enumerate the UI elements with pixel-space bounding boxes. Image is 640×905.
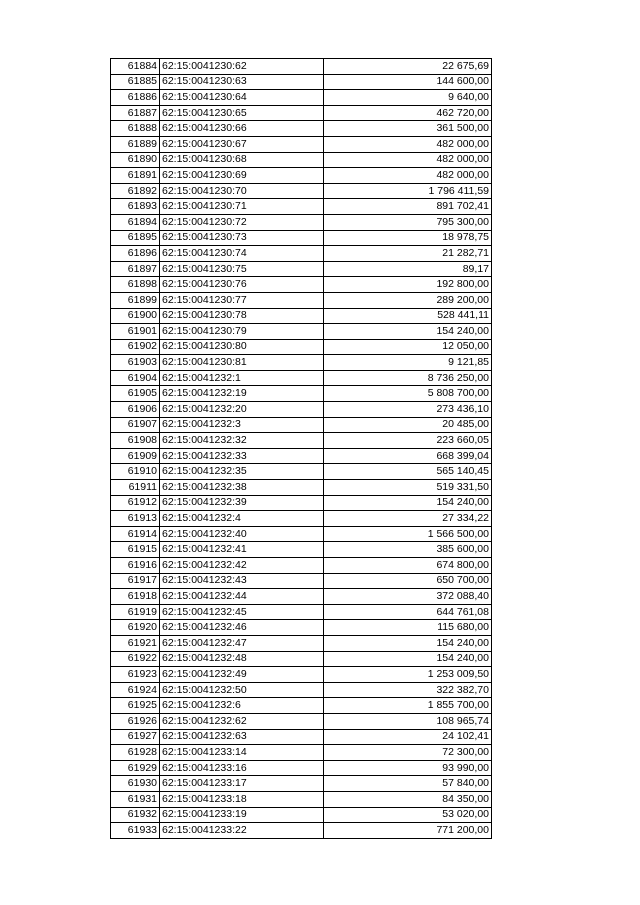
cadastral-value-cell: 361 500,00 <box>324 121 492 137</box>
cadastral-value-cell: 519 331,50 <box>324 480 492 496</box>
row-number-cell: 61886 <box>111 90 160 106</box>
cadastral-number-cell: 62:15:0041232:38 <box>160 480 324 496</box>
cadastral-number-cell: 62:15:0041232:4 <box>160 511 324 527</box>
cadastral-value-table <box>110 58 492 839</box>
table-row <box>111 620 492 636</box>
table-row <box>111 105 492 121</box>
cadastral-number-cell: 62:15:0041230:71 <box>160 199 324 215</box>
cadastral-number-cell: 62:15:0041232:62 <box>160 713 324 729</box>
row-number-cell: 61895 <box>111 230 160 246</box>
row-number-cell: 61920 <box>111 620 160 636</box>
cadastral-number-cell: 62:15:0041232:3 <box>160 417 324 433</box>
table-row <box>111 417 492 433</box>
table-row <box>111 183 492 199</box>
cadastral-value-cell: 89,17 <box>324 261 492 277</box>
cadastral-value-cell: 273 436,10 <box>324 402 492 418</box>
cadastral-number-cell: 62:15:0041230:63 <box>160 74 324 90</box>
row-number-cell: 61887 <box>111 105 160 121</box>
row-number-cell: 61908 <box>111 433 160 449</box>
table-row <box>111 682 492 698</box>
cadastral-value-cell: 154 240,00 <box>324 324 492 340</box>
cadastral-value-cell: 482 000,00 <box>324 168 492 184</box>
cadastral-number-cell: 62:15:0041230:79 <box>160 324 324 340</box>
table-row <box>111 59 492 75</box>
table-row <box>111 589 492 605</box>
cadastral-number-cell: 62:15:0041232:33 <box>160 448 324 464</box>
table-row <box>111 121 492 137</box>
cadastral-value-cell: 482 000,00 <box>324 136 492 152</box>
row-number-cell: 61906 <box>111 402 160 418</box>
row-number-cell: 61925 <box>111 698 160 714</box>
cadastral-value-cell: 72 300,00 <box>324 745 492 761</box>
cadastral-value-cell: 154 240,00 <box>324 651 492 667</box>
cadastral-number-cell: 62:15:0041230:78 <box>160 308 324 324</box>
cadastral-value-cell: 57 840,00 <box>324 776 492 792</box>
table-row <box>111 90 492 106</box>
table-row <box>111 261 492 277</box>
cadastral-value-cell: 668 399,04 <box>324 448 492 464</box>
row-number-cell: 61914 <box>111 526 160 542</box>
cadastral-value-cell: 644 761,08 <box>324 604 492 620</box>
cadastral-value-cell: 12 050,00 <box>324 339 492 355</box>
cadastral-value-cell: 5 808 700,00 <box>324 386 492 402</box>
row-number-cell: 61932 <box>111 807 160 823</box>
cadastral-value-cell: 1 566 500,00 <box>324 526 492 542</box>
table-row <box>111 526 492 542</box>
row-number-cell: 61931 <box>111 791 160 807</box>
table-row <box>111 339 492 355</box>
table-row <box>111 480 492 496</box>
cadastral-value-cell: 18 978,75 <box>324 230 492 246</box>
cadastral-value-cell: 1 855 700,00 <box>324 698 492 714</box>
row-number-cell: 61905 <box>111 386 160 402</box>
cadastral-value-cell: 24 102,41 <box>324 729 492 745</box>
table-row <box>111 277 492 293</box>
cadastral-number-cell: 62:15:0041230:73 <box>160 230 324 246</box>
row-number-cell: 61922 <box>111 651 160 667</box>
table-row <box>111 464 492 480</box>
table-row <box>111 230 492 246</box>
cadastral-number-cell: 62:15:0041232:63 <box>160 729 324 745</box>
cadastral-value-cell: 53 020,00 <box>324 807 492 823</box>
cadastral-value-cell: 192 800,00 <box>324 277 492 293</box>
table-row <box>111 448 492 464</box>
cadastral-number-cell: 62:15:0041232:41 <box>160 542 324 558</box>
table-row <box>111 246 492 262</box>
cadastral-number-cell: 62:15:0041232:43 <box>160 573 324 589</box>
cadastral-number-cell: 62:15:0041230:81 <box>160 355 324 371</box>
cadastral-value-cell: 115 680,00 <box>324 620 492 636</box>
table-row <box>111 791 492 807</box>
row-number-cell: 61929 <box>111 760 160 776</box>
row-number-cell: 61910 <box>111 464 160 480</box>
row-number-cell: 61913 <box>111 511 160 527</box>
cadastral-number-cell: 62:15:0041230:80 <box>160 339 324 355</box>
table-row <box>111 324 492 340</box>
cadastral-value-cell: 144 600,00 <box>324 74 492 90</box>
row-number-cell: 61918 <box>111 589 160 605</box>
cadastral-number-cell: 62:15:0041233:14 <box>160 745 324 761</box>
cadastral-number-cell: 62:15:0041230:67 <box>160 136 324 152</box>
cadastral-value-cell: 795 300,00 <box>324 214 492 230</box>
cadastral-number-cell: 62:15:0041233:19 <box>160 807 324 823</box>
cadastral-value-cell: 1 796 411,59 <box>324 183 492 199</box>
cadastral-number-cell: 62:15:0041232:39 <box>160 495 324 511</box>
cadastral-number-cell: 62:15:0041232:44 <box>160 589 324 605</box>
row-number-cell: 61911 <box>111 480 160 496</box>
cadastral-number-cell: 62:15:0041230:74 <box>160 246 324 262</box>
row-number-cell: 61892 <box>111 183 160 199</box>
table-row <box>111 495 492 511</box>
table-row <box>111 558 492 574</box>
row-number-cell: 61893 <box>111 199 160 215</box>
cadastral-value-cell: 22 675,69 <box>324 59 492 75</box>
cadastral-value-cell: 93 990,00 <box>324 760 492 776</box>
cadastral-value-cell: 482 000,00 <box>324 152 492 168</box>
cadastral-value-cell: 891 702,41 <box>324 199 492 215</box>
cadastral-number-cell: 62:15:0041233:18 <box>160 791 324 807</box>
row-number-cell: 61923 <box>111 667 160 683</box>
row-number-cell: 61933 <box>111 823 160 839</box>
row-number-cell: 61902 <box>111 339 160 355</box>
cadastral-value-cell: 84 350,00 <box>324 791 492 807</box>
table-row <box>111 667 492 683</box>
cadastral-number-cell: 62:15:0041230:72 <box>160 214 324 230</box>
cadastral-number-cell: 62:15:0041230:65 <box>160 105 324 121</box>
table-row <box>111 713 492 729</box>
cadastral-value-cell: 20 485,00 <box>324 417 492 433</box>
cadastral-number-cell: 62:15:0041230:66 <box>160 121 324 137</box>
table-row <box>111 745 492 761</box>
cadastral-number-cell: 62:15:0041230:62 <box>160 59 324 75</box>
table-row <box>111 386 492 402</box>
row-number-cell: 61919 <box>111 604 160 620</box>
cadastral-value-cell: 674 800,00 <box>324 558 492 574</box>
row-number-cell: 61915 <box>111 542 160 558</box>
table-row <box>111 604 492 620</box>
table-row <box>111 199 492 215</box>
table-row <box>111 308 492 324</box>
table-row <box>111 433 492 449</box>
row-number-cell: 61903 <box>111 355 160 371</box>
cadastral-number-cell: 62:15:0041230:64 <box>160 90 324 106</box>
table-row <box>111 355 492 371</box>
table-row <box>111 168 492 184</box>
cadastral-value-cell: 1 253 009,50 <box>324 667 492 683</box>
cadastral-number-cell: 62:15:0041232:50 <box>160 682 324 698</box>
row-number-cell: 61897 <box>111 261 160 277</box>
cadastral-number-cell: 62:15:0041233:16 <box>160 760 324 776</box>
table-body <box>111 59 492 839</box>
cadastral-number-cell: 62:15:0041230:75 <box>160 261 324 277</box>
row-number-cell: 61921 <box>111 635 160 651</box>
row-number-cell: 61894 <box>111 214 160 230</box>
cadastral-number-cell: 62:15:0041232:20 <box>160 402 324 418</box>
row-number-cell: 61924 <box>111 682 160 698</box>
row-number-cell: 61927 <box>111 729 160 745</box>
row-number-cell: 61896 <box>111 246 160 262</box>
cadastral-value-cell: 385 600,00 <box>324 542 492 558</box>
row-number-cell: 61926 <box>111 713 160 729</box>
cadastral-value-cell: 289 200,00 <box>324 292 492 308</box>
cadastral-number-cell: 62:15:0041232:40 <box>160 526 324 542</box>
cadastral-value-cell: 9 121,85 <box>324 355 492 371</box>
row-number-cell: 61898 <box>111 277 160 293</box>
table-row <box>111 74 492 90</box>
row-number-cell: 61891 <box>111 168 160 184</box>
table-row <box>111 760 492 776</box>
row-number-cell: 61885 <box>111 74 160 90</box>
table-row <box>111 370 492 386</box>
row-number-cell: 61916 <box>111 558 160 574</box>
cadastral-number-cell: 62:15:0041232:6 <box>160 698 324 714</box>
row-number-cell: 61904 <box>111 370 160 386</box>
cadastral-value-cell: 27 334,22 <box>324 511 492 527</box>
row-number-cell: 61928 <box>111 745 160 761</box>
table-row <box>111 511 492 527</box>
row-number-cell: 61909 <box>111 448 160 464</box>
row-number-cell: 61899 <box>111 292 160 308</box>
cadastral-number-cell: 62:15:0041233:22 <box>160 823 324 839</box>
cadastral-number-cell: 62:15:0041233:17 <box>160 776 324 792</box>
table-row <box>111 823 492 839</box>
table-row <box>111 214 492 230</box>
cadastral-number-cell: 62:15:0041230:69 <box>160 168 324 184</box>
cadastral-number-cell: 62:15:0041232:47 <box>160 635 324 651</box>
row-number-cell: 61900 <box>111 308 160 324</box>
cadastral-value-cell: 771 200,00 <box>324 823 492 839</box>
cadastral-number-cell: 62:15:0041232:19 <box>160 386 324 402</box>
cadastral-value-cell: 650 700,00 <box>324 573 492 589</box>
row-number-cell: 61912 <box>111 495 160 511</box>
cadastral-value-cell: 21 282,71 <box>324 246 492 262</box>
cadastral-number-cell: 62:15:0041232:48 <box>160 651 324 667</box>
cadastral-value-cell: 462 720,00 <box>324 105 492 121</box>
table-row <box>111 292 492 308</box>
row-number-cell: 61888 <box>111 121 160 137</box>
cadastral-number-cell: 62:15:0041232:46 <box>160 620 324 636</box>
cadastral-value-cell: 565 140,45 <box>324 464 492 480</box>
table-row <box>111 698 492 714</box>
table-row <box>111 635 492 651</box>
row-number-cell: 61901 <box>111 324 160 340</box>
table-row <box>111 136 492 152</box>
cadastral-number-cell: 62:15:0041230:76 <box>160 277 324 293</box>
table-row <box>111 651 492 667</box>
cadastral-value-cell: 9 640,00 <box>324 90 492 106</box>
cadastral-value-cell: 528 441,11 <box>324 308 492 324</box>
cadastral-number-cell: 62:15:0041230:70 <box>160 183 324 199</box>
cadastral-number-cell: 62:15:0041232:45 <box>160 604 324 620</box>
table-row <box>111 573 492 589</box>
cadastral-value-cell: 372 088,40 <box>324 589 492 605</box>
cadastral-value-cell: 322 382,70 <box>324 682 492 698</box>
cadastral-value-cell: 154 240,00 <box>324 495 492 511</box>
table-row <box>111 776 492 792</box>
table-row <box>111 152 492 168</box>
cadastral-number-cell: 62:15:0041230:77 <box>160 292 324 308</box>
cadastral-number-cell: 62:15:0041232:32 <box>160 433 324 449</box>
cadastral-value-cell: 8 736 250,00 <box>324 370 492 386</box>
cadastral-number-cell: 62:15:0041232:42 <box>160 558 324 574</box>
cadastral-number-cell: 62:15:0041232:49 <box>160 667 324 683</box>
table-row <box>111 729 492 745</box>
row-number-cell: 61889 <box>111 136 160 152</box>
cadastral-number-cell: 62:15:0041232:35 <box>160 464 324 480</box>
row-number-cell: 61884 <box>111 59 160 75</box>
cadastral-number-cell: 62:15:0041232:1 <box>160 370 324 386</box>
row-number-cell: 61907 <box>111 417 160 433</box>
cadastral-value-cell: 223 660,05 <box>324 433 492 449</box>
cadastral-value-cell: 108 965,74 <box>324 713 492 729</box>
table-row <box>111 807 492 823</box>
row-number-cell: 61890 <box>111 152 160 168</box>
row-number-cell: 61930 <box>111 776 160 792</box>
cadastral-number-cell: 62:15:0041230:68 <box>160 152 324 168</box>
table-row <box>111 542 492 558</box>
cadastral-value-cell: 154 240,00 <box>324 635 492 651</box>
row-number-cell: 61917 <box>111 573 160 589</box>
table-row <box>111 402 492 418</box>
